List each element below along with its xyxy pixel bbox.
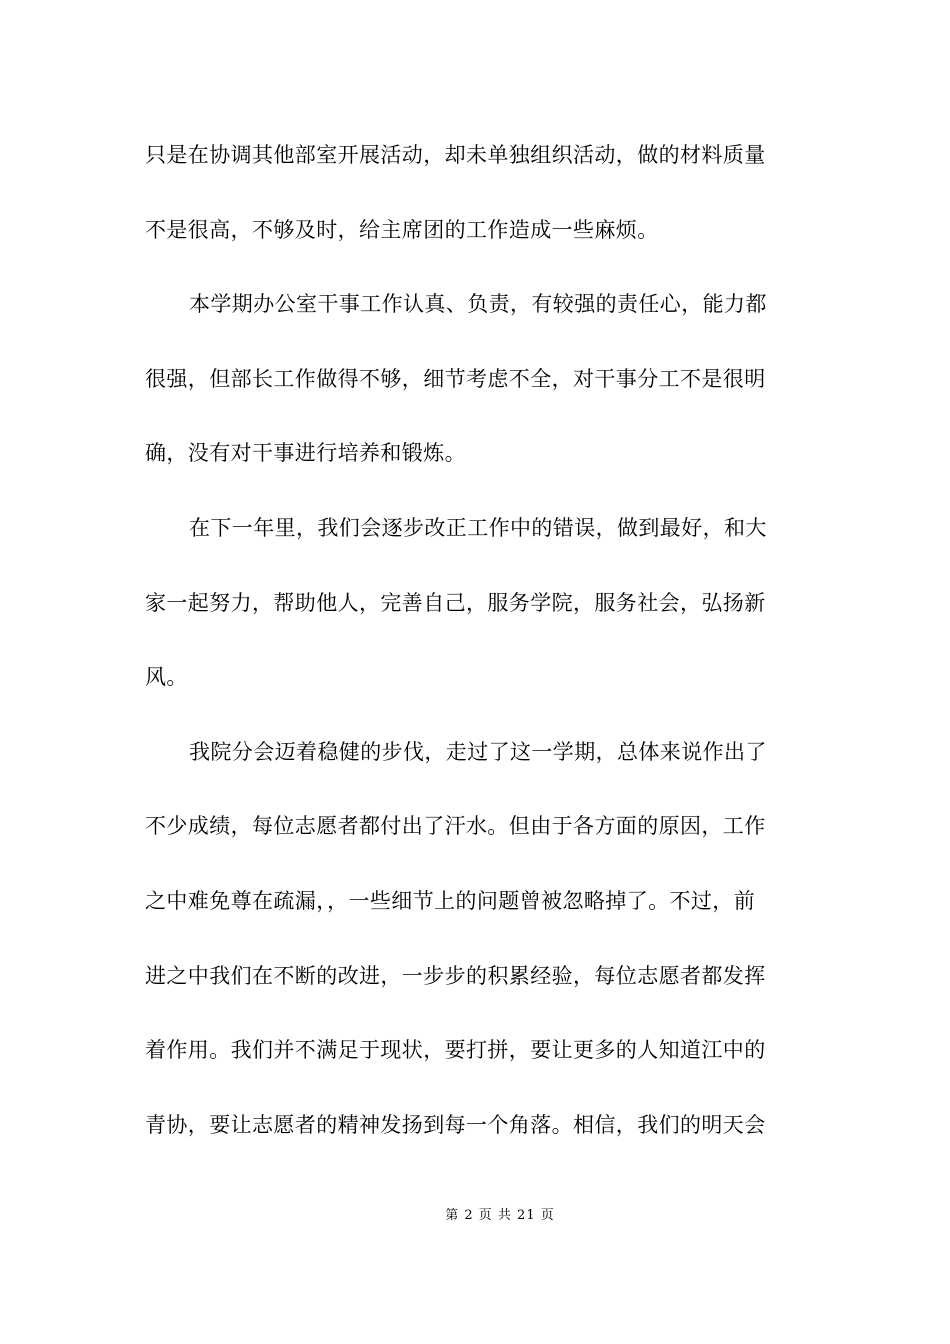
paragraph-line: 确，没有对干事进行培养和锻炼。 xyxy=(145,441,466,465)
page-footer xyxy=(0,1206,950,1226)
paragraph-line: 着作用。我们并不满足于现状，要打拼，要让更多的人知道江中的 xyxy=(145,1038,766,1062)
paragraph-line: 只是在协调其他部室开展活动，却未单独组织活动，做的材料质量 xyxy=(145,143,766,167)
paragraph-line: 进之中我们在不断的改进，一步步的积累经验，每位志愿者都发挥 xyxy=(145,964,766,988)
paragraph-line: 在下一年里，我们会逐步改正工作中的错误，做到最好，和大 xyxy=(189,516,767,540)
paragraph-line: 本学期办公室干事工作认真、负责，有较强的责任心，能力都 xyxy=(189,292,767,316)
paragraph-line: 很强，但部长工作做得不够，细节考虑不全，对干事分工不是很明 xyxy=(145,367,766,391)
paragraph-line: 家一起努力，帮助他人，完善自己，服务学院，服务社会，弘扬新 xyxy=(145,591,766,615)
paragraph-line: 我院分会迈着稳健的步伐，走过了这一学期，总体来说作出了 xyxy=(189,740,767,764)
page-number-label: 第 2 页 共 21 页 xyxy=(445,1208,555,1223)
paragraph-line: 之中难免尊在疏漏，，一些细节上的问题曾被忽略掉了。不过，前 xyxy=(145,889,756,913)
paragraph-line: 风。 xyxy=(145,665,188,689)
paragraph-line: 不是很高，不够及时，给主席团的工作造成一些麻烦。 xyxy=(145,218,659,242)
paragraph-line: 不少成绩，每位志愿者都付出了汗水。但由于各方面的原因，工作 xyxy=(145,814,766,838)
paragraph-line: 青协，要让志愿者的精神发扬到每一个角落。相信，我们的明天会 xyxy=(145,1113,766,1137)
